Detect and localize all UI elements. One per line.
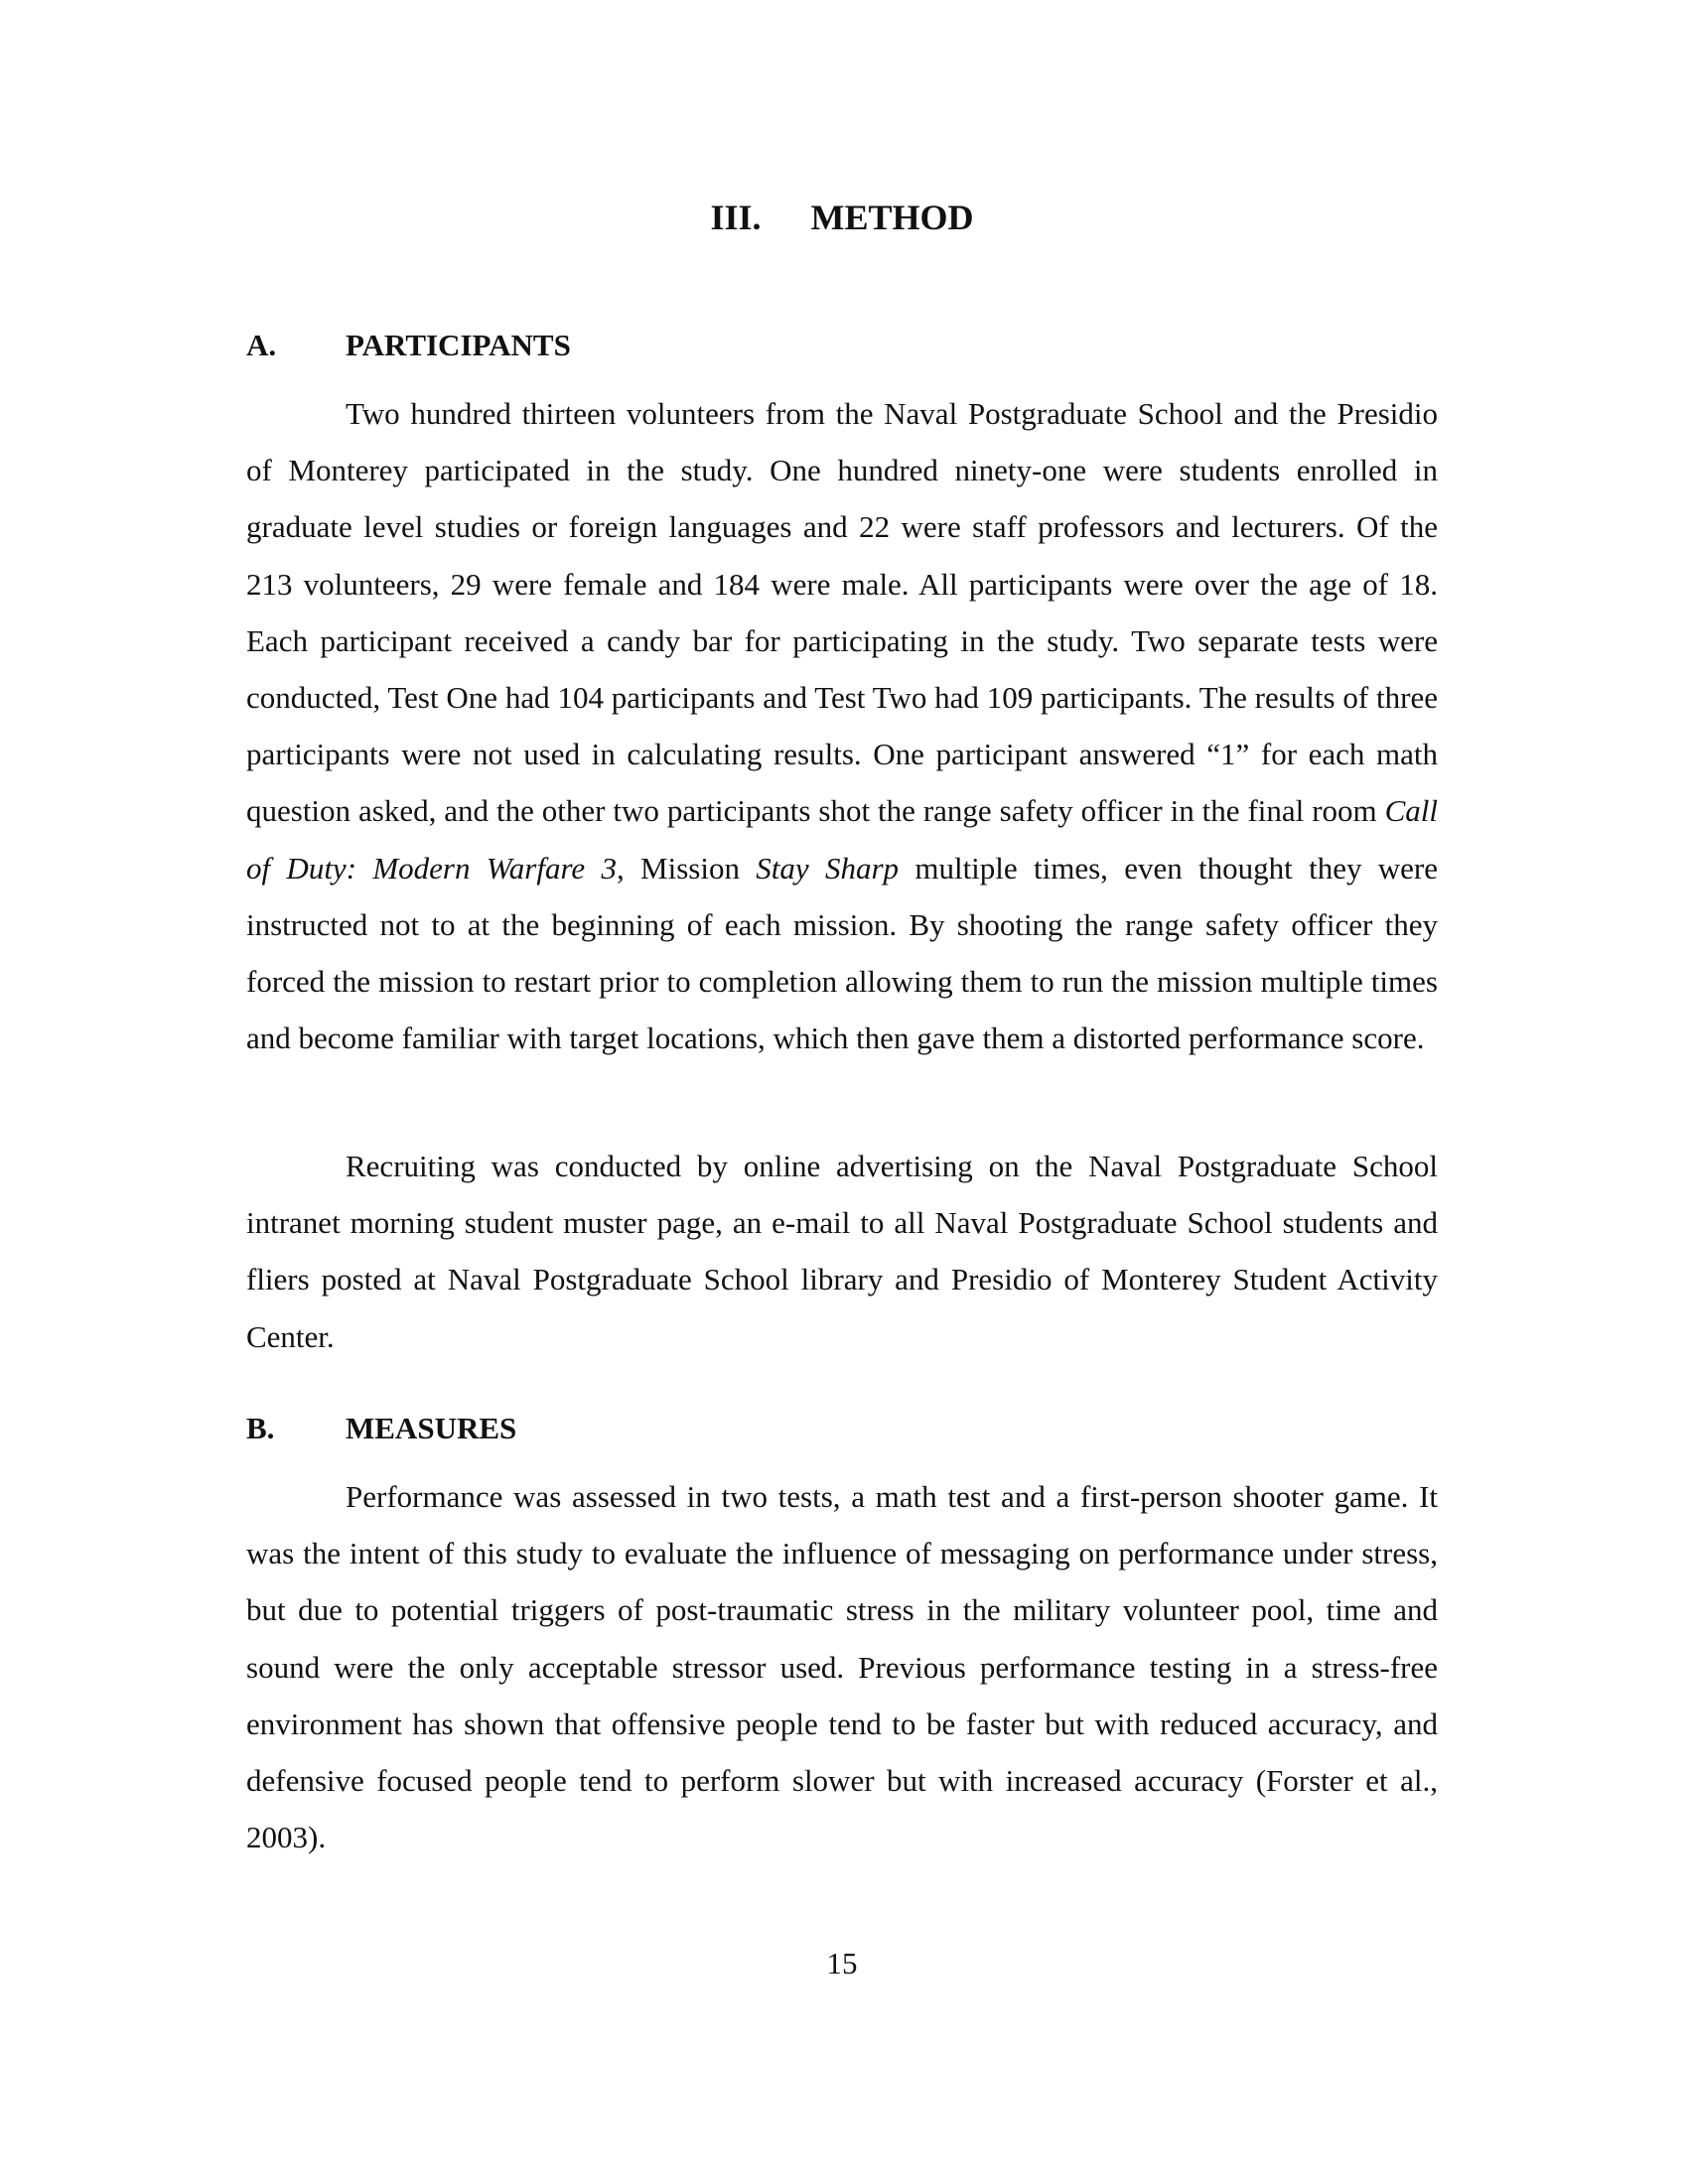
chapter-title-text: METHOD	[810, 198, 974, 237]
document-page	[246, 0, 1438, 2184]
paragraph-measures	[246, 1468, 1438, 1865]
section-letter: A.	[246, 328, 277, 362]
paragraph-text: Performance was assessed in two tests, a math test and a first-person shooter game. It was the intent of this study to evaluate the influence of messaging on performance under stress, but due to potential triggers of post-traumatic stress in the military volunteer pool, time and sound were the only acceptable stressor used. Previous performance testing in a stress-free environment has shown that offensive people tend to be faster but with reduced accuracy, and defensive focused people tend to perform slower but with increased accuracy (Forster et al., 2003).	[246, 1479, 1438, 1855]
section-title: MEASURES	[346, 1411, 517, 1445]
paragraph-text: Recruiting was conducted by online advertising on the Naval Postgraduate School intranet morning student muster page, an e-mail to all Naval Postgraduate School students and fliers posted at Naval Postgraduate School library and Presidio of Monterey Student Activity Center.	[246, 1149, 1438, 1354]
section-title: PARTICIPANTS	[346, 328, 571, 362]
chapter-title	[246, 196, 1438, 239]
section-heading-measures	[246, 1409, 516, 1448]
game-title: Call of Duty: Modern Warfare 3	[246, 793, 1438, 886]
section-letter: B.	[246, 1411, 275, 1445]
paragraph-recruiting	[246, 1138, 1438, 1365]
chapter-number: III.	[710, 198, 762, 237]
paragraph-participants	[246, 385, 1438, 1066]
paragraph-text: Two hundred thirteen volunteers from the Naval Postgraduate School and the Presidio of Monterey participated in the study. One hundred ninety-one were students enrolled in graduate level studies or foreign languages and 22 were staff professors and lecturers. Of the 213 volunteers, 29 were female and 184 were male. All participants were over the age of 18. Each participant received a candy bar for participating in the study. Two separate tests were conducted, Test One had 104 participants and Test Two had 109 participants. The results of three participants were not used in calculating results. One participant answered “1” for each math question asked, and the other two participants shot the range safety officer in the final room	[246, 396, 1438, 829]
paragraph-text: multiple times, even thought they were instructed not to at the beginning of each mission. By shooting the range safety officer they forced the mission to restart prior to completion allowing them to run the mission multiple times and become familiar with target locations, which then gave them a distorted performance score.	[246, 850, 1439, 1056]
mission-title: Stay Sharp	[756, 850, 900, 886]
paragraph-text: , Mission	[616, 850, 757, 886]
page-number: 15	[826, 1946, 858, 1980]
section-heading-participants	[246, 326, 571, 365]
